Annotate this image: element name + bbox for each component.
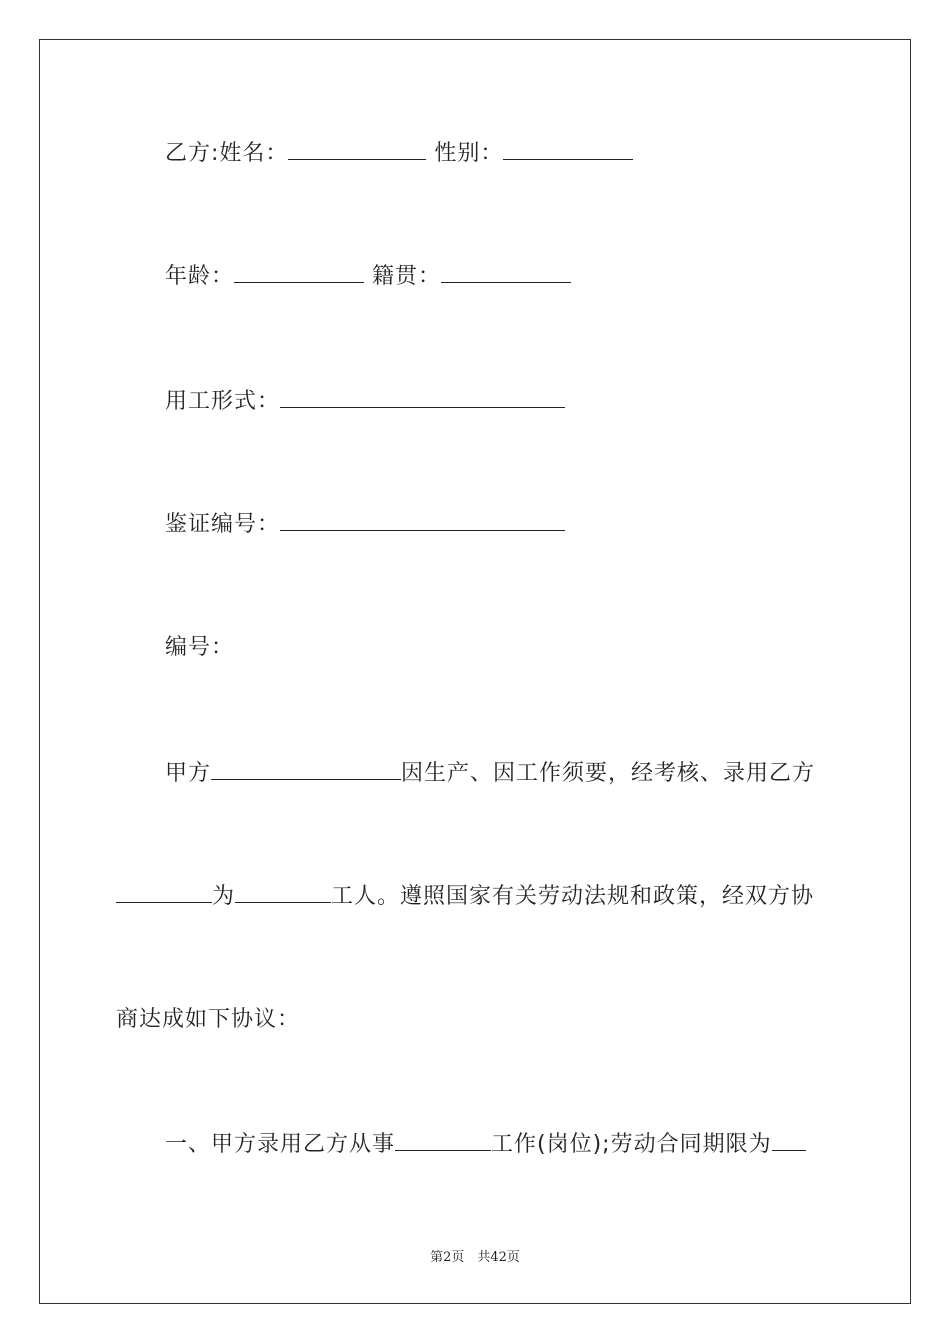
- party-a-label: 甲方: [165, 761, 212, 786]
- para1-line3: [116, 1005, 300, 1035]
- cert-number-line: [165, 508, 565, 540]
- number-line: [165, 633, 234, 663]
- age-blank: [234, 260, 364, 283]
- para1-line2: [116, 880, 814, 912]
- worker-type-blank: [235, 880, 331, 903]
- clause1-line: [165, 1128, 806, 1160]
- para1-line1-text: 因生产、因工作须要，经考核、录用乙方: [401, 761, 816, 786]
- employment-form-label: 用工形式：: [165, 389, 281, 414]
- clause1-prefix: 一、甲方录用乙方从事: [165, 1132, 396, 1157]
- age-line: [165, 260, 571, 292]
- para1-line2-mid: 为: [212, 884, 236, 909]
- employment-form-line: [165, 385, 565, 417]
- para1-line1: [165, 757, 815, 789]
- origin-label: 籍贯：: [372, 264, 442, 289]
- cert-number-blank: [280, 508, 565, 531]
- number-label: 编号：: [165, 635, 235, 660]
- job-blank: [395, 1128, 491, 1151]
- cert-number-label: 鉴证编号：: [165, 512, 281, 537]
- role-blank: [116, 880, 212, 903]
- para1-line2-text: 工人。遵照国家有关劳动法规和政策，经双方协: [331, 884, 815, 909]
- origin-blank: [441, 260, 571, 283]
- clause1-suffix: 工作(岗位);劳动合同期限为: [491, 1132, 772, 1157]
- party-b-name-label: 乙方:姓名：: [165, 141, 289, 166]
- page-footer: 第2页 共42页: [430, 1250, 520, 1265]
- employment-form-blank: [280, 385, 565, 408]
- gender-blank: [503, 137, 633, 160]
- term-blank: [772, 1128, 806, 1151]
- para1-line3-text: 商达成如下协议：: [116, 1007, 301, 1032]
- gender-label: 性别：: [434, 141, 504, 166]
- party-a-blank: [211, 757, 401, 780]
- name-blank: [288, 137, 426, 160]
- party-b-line: [165, 137, 633, 169]
- age-label: 年龄：: [165, 264, 235, 289]
- page-border: [39, 39, 911, 1304]
